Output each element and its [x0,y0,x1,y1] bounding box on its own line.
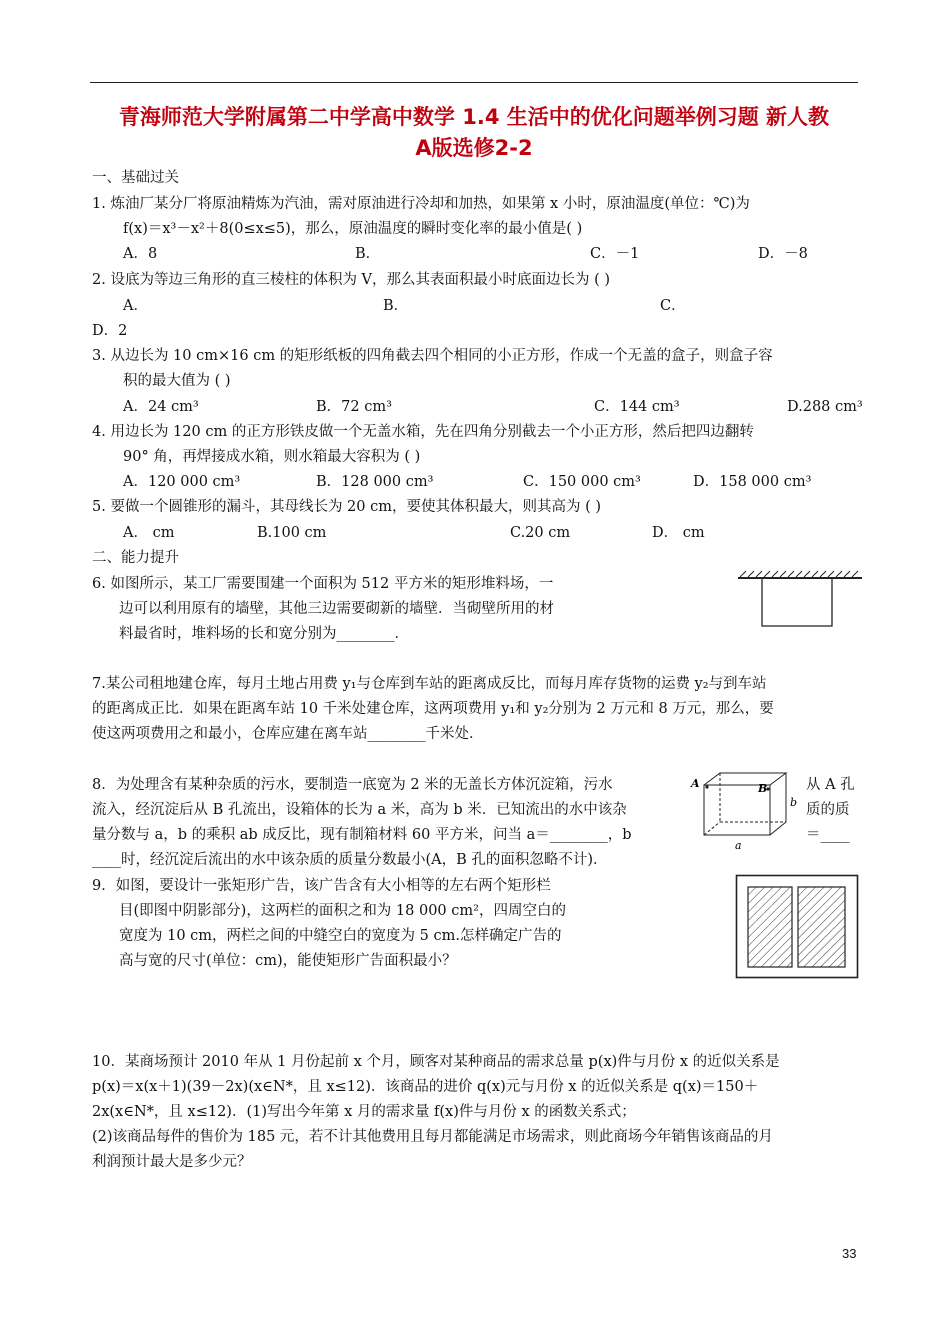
section-basic: 一、基础过关 [92,170,179,186]
q10-line3: 2x(x∈N*，且 x≤12)．(1)写出今年第 x 月的需求量 f(x)件与月份 x 的函数关系式； [92,1104,636,1120]
q4-option-d: D．158 000 cm³ [693,474,812,490]
q3-option-b: B．72 cm³ [316,399,392,415]
q10-line5: 利润预计最大是多少元？ [92,1154,252,1170]
q9-line3: 宽度为 10 cm，两栏之间的中缝空白的宽度为 5 cm.怎样确定广告的 [119,928,562,944]
q8-side-text1: 从 A 孔 [806,777,855,793]
q3-option-c: C．144 cm³ [594,399,680,415]
section-ability: 二、能力提升 [92,550,179,566]
q8-line3: 量分数与 a，b 的乘积 ab 成反比，现有制箱材料 60 平方米，问当 a＝________，b [92,827,632,843]
header-rule [90,82,858,83]
q9-poster-figure [735,874,860,980]
q9-line4: 高与宽的尺寸(单位：cm)，能使矩形广告面积最小？ [119,953,457,969]
q5-option-c: C.20 cm [510,525,571,541]
q3-option-a: A．24 cm³ [123,399,199,415]
page-title-line2: A版选修2-2 [415,136,533,160]
q1-line2: f(x)＝x³－x²＋8(0≤x≤5)，那么，原油温度的瞬时变化率的最小值是( ) [123,221,583,237]
q7-line2: 的距离成正比．如果在距离车站 10 千米处建仓库，这两项费用 y₁和 y₂分别为 2 万元和 8 万元，那么，要 [92,701,774,717]
q10-line1: 10．某商场预计 2010 年从 1 月份起前 x 个月，顾客对某种商品的需求总量 p(x)件与月份 x 的近似关系是 [92,1054,780,1070]
q4-line2: 90° 角，再焊接成水箱，则水箱最大容积为 ( ) [123,449,421,465]
q4-option-b: B．128 000 cm³ [316,474,434,490]
q1-option-a: A．8 [123,246,158,262]
q8-fig-label-height: b [790,796,798,809]
q8-side-text2: 质的质 [806,802,850,818]
q10-line4: (2)该商品每件的售价为 185 元，若不计其他费用且每月都能满足市场需求，则此商场今年销售该商品的月 [92,1129,773,1145]
q5-option-a: A． cm [123,525,175,541]
q4-line1: 4. 用边长为 120 cm 的正方形铁皮做一个无盖水箱，先在四角分别截去一个小正方形，然后把四边翻转 [92,424,754,440]
q5-option-d: D． cm [652,525,705,541]
q8-line1: 8．为处理含有某种杂质的污水，要制造一底宽为 2 米的无盖长方体沉淀箱，污水 [92,777,613,793]
q5-option-b: B.100 cm [257,525,327,541]
q5-line1: 5. 要做一个圆锥形的漏斗，其母线长为 20 cm，要使其体积最大，则其高为 ( ) [92,499,602,515]
q2-option-b: B． [383,298,409,314]
q4-option-c: C．150 000 cm³ [523,474,641,490]
q2-option-a: A． [123,298,148,314]
q10-line2: p(x)＝x(x＋1)(39－2x)(x∈N*，且 x≤12)．该商品的进价 q(x)元与月份 x 的近似关系是 q(x)＝150＋ [92,1079,759,1095]
q8-fig-label-length: a [735,839,742,852]
q8-fig-label-b-hole: B [758,782,768,795]
q4-option-a: A．120 000 cm³ [123,474,241,490]
q3-option-d: D.288 cm³ [787,399,863,415]
q6-wall-figure [736,570,866,630]
q1-option-c: C．－1 [590,246,640,262]
q3-line1: 3. 从边长为 10 cm×16 cm 的矩形纸板的四角截去四个相同的小正方形，作成一个无盖的盒子，则盒子容 [92,348,773,364]
page-number: 33 [842,1246,857,1261]
q6-line3: 料最省时，堆料场的长和宽分别为________． [119,626,409,642]
q8-side-text3: ＝____ [806,827,850,843]
q9-line2: 目(即图中阴影部分)，这两栏的面积之和为 18 000 cm²，四周空白的 [119,903,566,919]
q2-option-c: C． [660,298,686,314]
q6-line1: 6. 如图所示，某工厂需要围建一个面积为 512 平方米的矩形堆料场，一 [92,576,554,592]
q6-line2: 边可以利用原有的墙壁，其他三边需要砌新的墙壁．当砌壁所用的材 [119,601,554,617]
q1-option-d: D．－8 [758,246,808,262]
q9-line1: 9．如图，要设计一张矩形广告，该广告含有大小相等的左右两个矩形栏 [92,878,551,894]
q2-line1: 2. 设底为等边三角形的直三棱柱的体积为 V，那么其表面积最小时底面边长为 ( ) [92,272,611,288]
q3-line2: 积的最大值为 ( ) [123,373,231,389]
q8-line2: 流入，经沉淀后从 B 孔流出，设箱体的长为 a 米，高为 b 米．已知流出的水中该杂 [92,802,627,818]
q8-line4: ____时，经沉淀后流出的水中该杂质的质量分数最小(A，B 孔的面积忽略不计)． [92,852,608,868]
q7-line3: 使这两项费用之和最小，仓库应建在离车站________千米处． [92,726,484,742]
q1-option-b: B． [355,246,381,262]
page-title-line1: 青海师范大学附属第二中学高中数学 1.4 生活中的优化问题举例习题 新人教 [118,105,830,129]
q7-line1: 7.某公司租地建仓库，每月土地占用费 y₁与仓库到车站的距离成反比，而每月库存货物的运费 y₂与到车站 [92,676,767,692]
q8-fig-label-a-hole: A [691,777,700,790]
q8-box-figure [688,770,800,852]
q2-option-d: D．2 [92,323,128,339]
q1-line1: 1. 炼油厂某分厂将原油精炼为汽油，需对原油进行冷却和加热，如果第 x 小时，原油温度(单位：℃)为 [92,196,750,212]
